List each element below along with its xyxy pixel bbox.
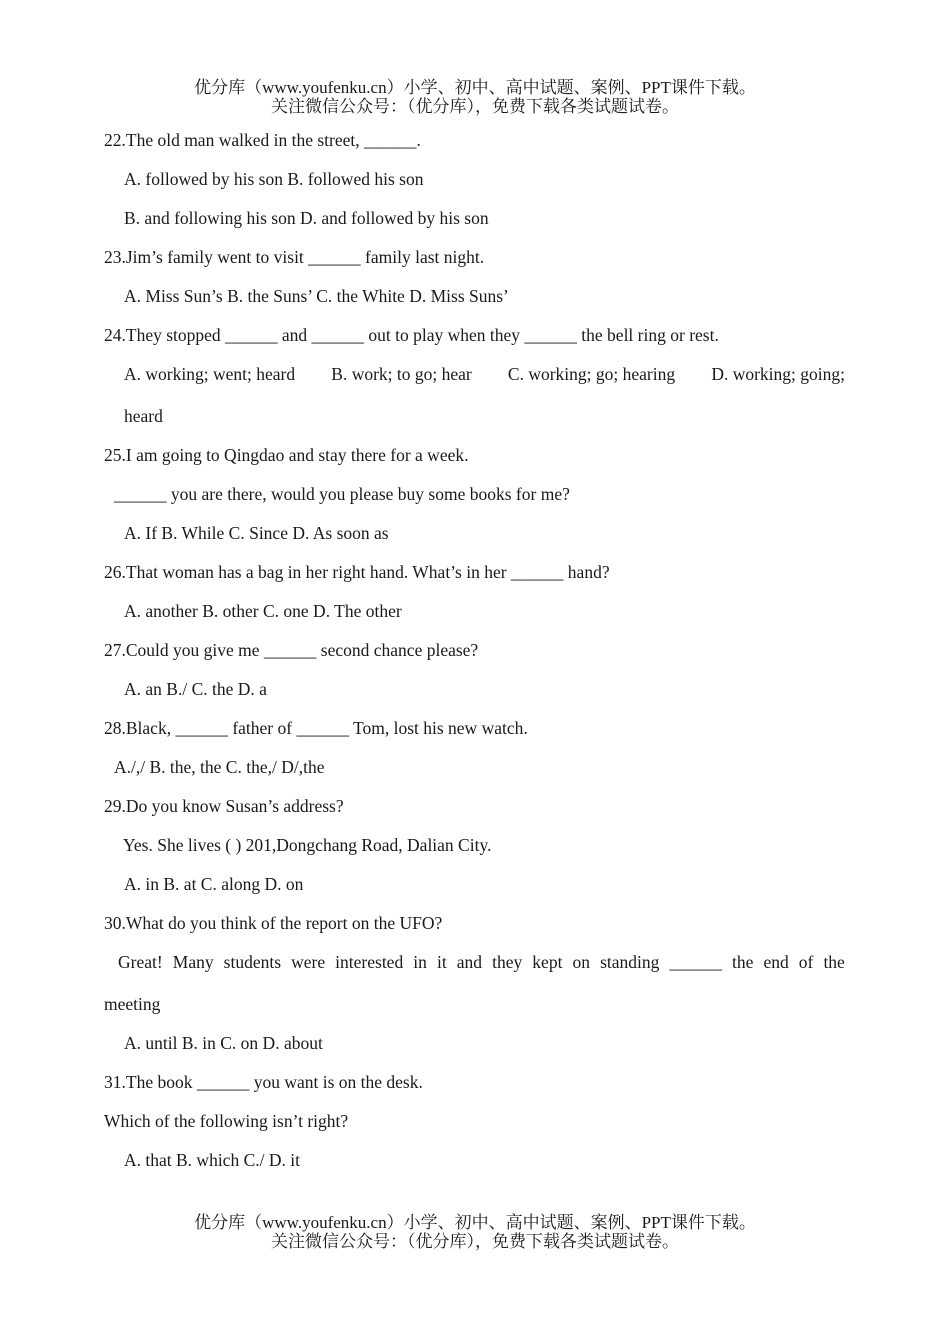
question-31-options: A. that B. which C./ D. it — [124, 1150, 300, 1170]
word: end — [763, 952, 789, 972]
header-line-2: 关注微信公众号：（优分库），免费下载各类试题试卷。 — [271, 97, 679, 116]
question-25-stem: 25.I am going to Qingdao and stay there for a week. — [104, 445, 469, 465]
question-24-options-continued: heard — [124, 406, 163, 426]
word: Great! — [118, 952, 163, 972]
question-25-dialogue: ______ you are there, would you please buy some books for me? — [114, 484, 570, 504]
word: Many — [172, 952, 214, 972]
question-24-stem: 24.They stopped ______ and ______ out to play when they ______ the bell ring or rest. — [104, 325, 719, 345]
footer-line-1: 优分库（www.youfenku.cn）小学、初中、高中试题、案例、PPT课件下载。 — [194, 1213, 756, 1232]
question-23-options: A. Miss Sun’s B. the Suns’ C. the White D. Miss Suns’ — [124, 286, 509, 306]
question-29-answer: Yes. She lives ( ) 201,Dongchang Road, Dalian City. — [123, 835, 492, 855]
word: the — [823, 952, 845, 972]
question-22-options-1: A. followed by his son B. followed his son — [124, 169, 424, 189]
word: and — [456, 952, 483, 972]
answer-blank: ______ — [669, 952, 722, 972]
word: in — [413, 952, 427, 972]
word: it — [436, 952, 447, 972]
question-31-prompt: Which of the following isn’t right? — [104, 1111, 349, 1131]
question-25-options: A. If B. While C. Since D. As soon as — [124, 523, 389, 543]
question-29-options: A. in B. at C. along D. on — [124, 874, 304, 894]
word: kept — [532, 952, 563, 972]
word: of — [798, 952, 814, 972]
word: interested — [335, 952, 404, 972]
page-header — [0, 78, 950, 116]
question-27-stem: 27.Could you give me ______ second chance please? — [104, 640, 479, 660]
word: standing — [600, 952, 660, 972]
question-31-stem: 31.The book ______ you want is on the desk. — [104, 1072, 423, 1092]
option-d: D. working; going; — [711, 364, 845, 384]
question-22-stem: 22.The old man walked in the street, ______. — [104, 130, 421, 150]
question-28-options: A./,/ B. the, the C. the,/ D/,the — [114, 757, 325, 777]
footer-line-2: 关注微信公众号：（优分库），免费下载各类试题试卷。 — [271, 1232, 679, 1251]
word: they — [492, 952, 523, 972]
question-30-stem: 30.What do you think of the report on the UFO? — [104, 913, 443, 933]
question-24-options — [124, 363, 845, 385]
question-26-stem: 26.That woman has a bag in her right hand. What’s in her ______ hand? — [104, 562, 610, 582]
word: on — [572, 952, 590, 972]
question-22-options-2: B. and following his son D. and followed by his son — [124, 208, 489, 228]
word: the — [732, 952, 754, 972]
question-29-stem: 29.Do you know Susan’s address? — [104, 796, 344, 816]
question-26-options: A. another B. other C. one D. The other — [124, 601, 402, 621]
word: students — [223, 952, 282, 972]
question-30-answer — [118, 951, 845, 973]
option-c: C. working; go; hearing — [507, 364, 676, 384]
header-line-1: 优分库（www.youfenku.cn）小学、初中、高中试题、案例、PPT课件下载。 — [194, 78, 756, 97]
option-b: B. work; to go; hear — [331, 364, 472, 384]
word: were — [291, 952, 326, 972]
option-a: A. working; went; heard — [124, 364, 296, 384]
question-28-stem: 28.Black, ______ father of ______ Tom, lost his new watch. — [104, 718, 528, 738]
question-30-answer-continued: meeting — [104, 994, 161, 1014]
question-27-options: A. an B./ C. the D. a — [124, 679, 267, 699]
page-footer — [0, 1213, 950, 1251]
question-30-options: A. until B. in C. on D. about — [124, 1033, 323, 1053]
question-23-stem: 23.Jim’s family went to visit ______ family last night. — [104, 247, 485, 267]
